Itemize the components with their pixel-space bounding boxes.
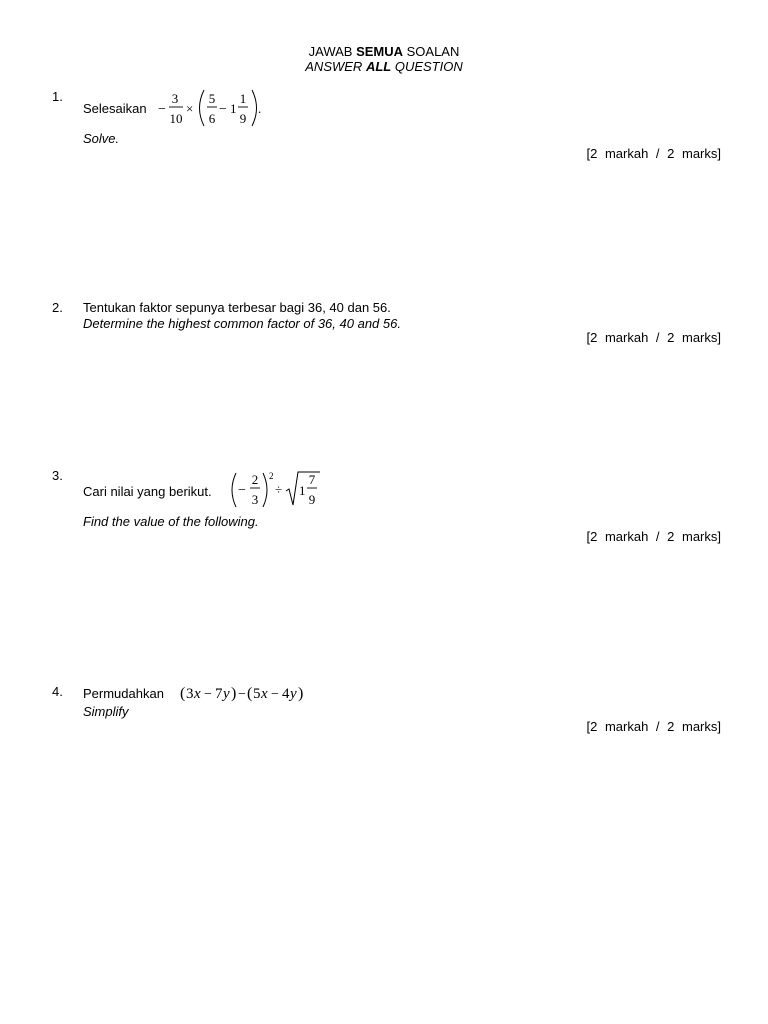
marks-label: [2 markah / 2 marks] xyxy=(586,719,721,734)
svg-text:5: 5 xyxy=(208,91,216,106)
question-text-english: Simplify xyxy=(83,704,129,719)
svg-text:3: 3 xyxy=(186,686,194,702)
svg-text:7: 7 xyxy=(215,686,223,702)
svg-text:y: y xyxy=(290,686,297,702)
question-text-malay: Permudahkan xyxy=(83,686,164,701)
math-expression-q1 xyxy=(156,88,276,128)
svg-text:÷: ÷ xyxy=(275,482,283,497)
svg-text:(: ( xyxy=(180,685,186,702)
svg-text:9: 9 xyxy=(308,492,316,507)
svg-text:10: 10 xyxy=(169,111,183,126)
svg-text:3: 3 xyxy=(251,492,259,507)
question-text-malay: Cari nilai yang berikut. xyxy=(83,484,212,499)
svg-text:×: × xyxy=(186,101,194,116)
marks-label: [2 markah / 2 marks] xyxy=(586,330,721,345)
svg-text:−: − xyxy=(238,483,246,498)
question-number: 3. xyxy=(52,468,63,483)
svg-text:−: − xyxy=(158,102,166,117)
question-text-english: Solve. xyxy=(83,131,120,146)
svg-text:1: 1 xyxy=(239,91,247,106)
instruction-english: ANSWER ALL QUESTION xyxy=(305,59,463,74)
svg-text:7: 7 xyxy=(308,472,316,487)
svg-text:): ) xyxy=(298,685,304,702)
question-number: 1. xyxy=(52,89,63,104)
question-text-english: Find the value of the following. xyxy=(83,514,259,529)
svg-text:4: 4 xyxy=(282,686,290,702)
svg-text:−: − xyxy=(219,102,227,117)
question-text-malay: Tentukan faktor sepunya terbesar bagi 36, 40 dan 56. xyxy=(83,300,391,315)
svg-text:6: 6 xyxy=(208,111,216,126)
marks-label: [2 markah / 2 marks] xyxy=(586,529,721,544)
svg-text:(: ( xyxy=(247,685,253,702)
svg-text:5: 5 xyxy=(253,686,261,702)
marks-label: [2 markah / 2 marks] xyxy=(586,146,721,161)
math-expression-q4 xyxy=(178,681,318,705)
question-text-malay: Selesaikan xyxy=(83,101,147,116)
svg-text:3: 3 xyxy=(171,91,179,106)
svg-text:−: − xyxy=(238,687,246,702)
svg-text:2: 2 xyxy=(251,472,259,487)
svg-text:2: 2 xyxy=(269,471,274,481)
question-number: 4. xyxy=(52,684,63,699)
svg-text:x: x xyxy=(194,686,201,702)
math-expression-q3 xyxy=(228,469,328,511)
question-text-english: Determine the highest common factor of 36, 40 and 56. xyxy=(83,316,401,331)
svg-text:−: − xyxy=(271,687,279,702)
svg-text:1: 1 xyxy=(299,483,306,498)
svg-text:y: y xyxy=(223,686,230,702)
svg-text:1: 1 xyxy=(230,101,237,116)
svg-text:x: x xyxy=(261,686,268,702)
svg-text:−: − xyxy=(204,687,212,702)
svg-text:): ) xyxy=(231,685,237,702)
svg-text:.: . xyxy=(258,101,262,116)
instruction-malay: JAWAB SEMUA SOALAN xyxy=(308,44,460,59)
question-number: 2. xyxy=(52,300,63,315)
svg-text:9: 9 xyxy=(239,111,247,126)
